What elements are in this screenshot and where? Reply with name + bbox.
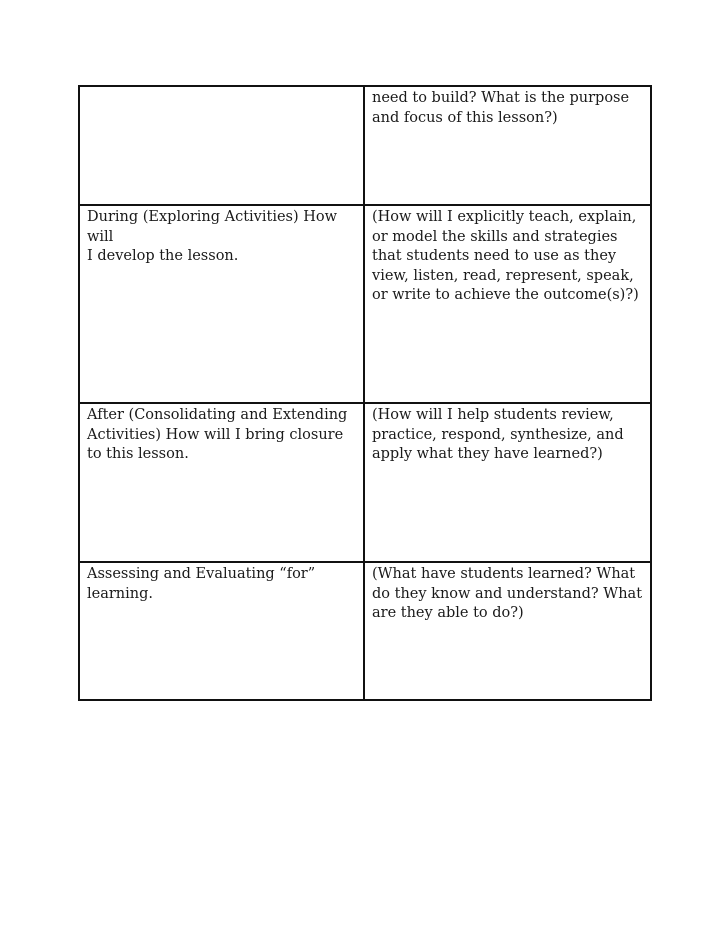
stage-cell: Assessing and Evaluating “for” learning.: [79, 562, 364, 700]
table-row: [79, 562, 651, 700]
guiding-question-cell: (How will I help students review, practice, respond, synthesize, and apply what they have learned?): [364, 403, 651, 562]
stage-cell: [79, 86, 364, 205]
stage-cell: After (Consolidating and Extending Activities) How will I bring closure to this lesson.: [79, 403, 364, 562]
table-row: [79, 86, 651, 205]
guiding-question-cell: (What have students learned? What do they know and understand? What are they able to do?): [364, 562, 651, 700]
table-row: [79, 205, 651, 403]
stage-cell: During (Exploring Activities) How will I develop the lesson.: [79, 205, 364, 403]
table-row: [79, 403, 651, 562]
guiding-question-cell: (How will I explicitly teach, explain, or model the skills and strategies that students need to use as they view, listen, read, represent, speak, or write to achieve the outcome(s)?): [364, 205, 651, 403]
guiding-question-cell: need to build? What is the purpose and focus of this lesson?): [364, 86, 651, 205]
lesson-plan-table: [78, 85, 652, 701]
